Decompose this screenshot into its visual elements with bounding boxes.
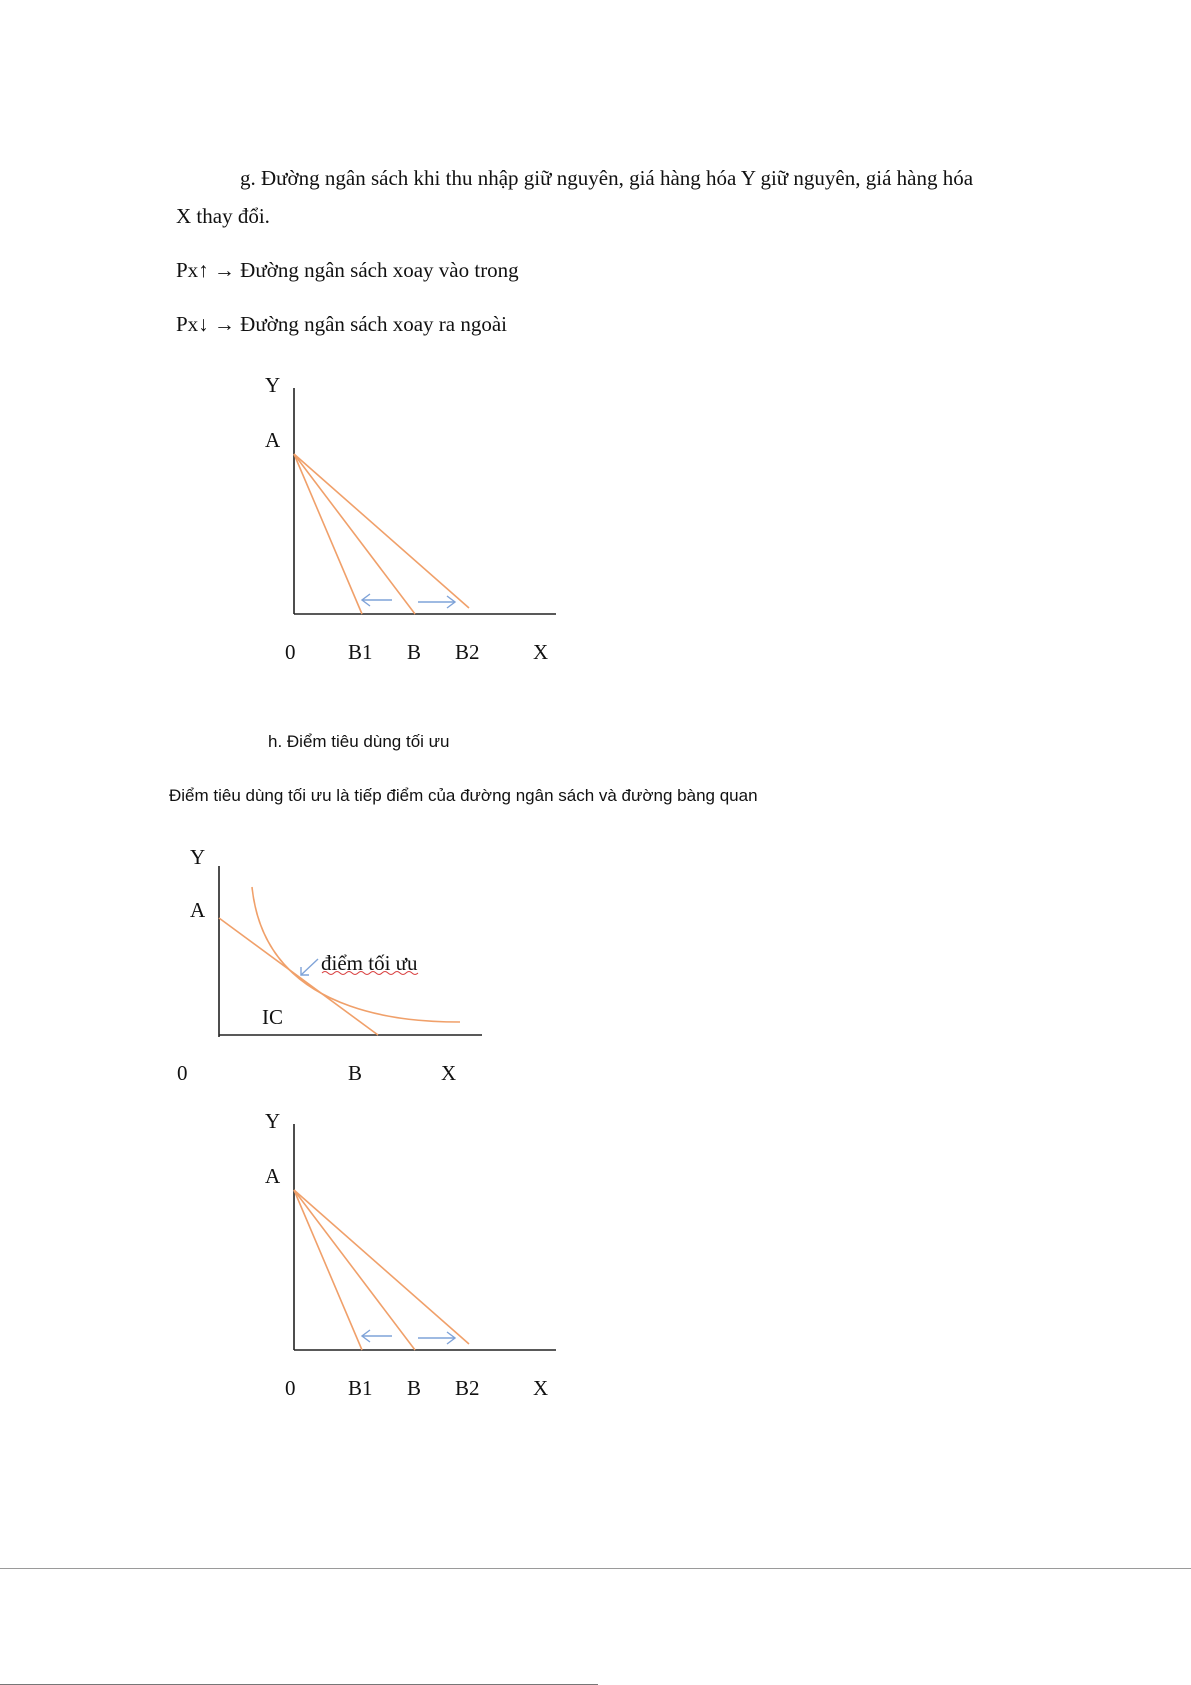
left-arrow-icon <box>362 1330 392 1342</box>
b-label: B <box>348 1061 363 1085</box>
b2-label: B2 <box>455 640 480 664</box>
point-a-label: A <box>265 1164 281 1188</box>
price-decrease-rule: Px↓ → Đường ngân sách xoay ra ngoài <box>176 312 508 336</box>
point-a-label: A <box>265 428 281 452</box>
origin-label: 0 <box>285 640 296 664</box>
origin-label: 0 <box>177 1061 188 1085</box>
ic-label: IC <box>262 1005 283 1029</box>
y-axis-label: Y <box>265 373 281 397</box>
x-axis-label: X <box>533 1376 549 1400</box>
right-arrow-icon <box>418 1332 455 1344</box>
x-axis-label: X <box>441 1061 457 1085</box>
origin-label: 0 <box>285 1376 296 1400</box>
price-increase-rule: Px↑ → Đường ngân sách xoay vào trong <box>176 258 519 282</box>
section-h-heading: h. Điểm tiêu dùng tối ưu <box>268 732 450 751</box>
footer-divider <box>0 1568 1191 1569</box>
b2-label: B2 <box>455 1376 480 1400</box>
section-h-description: Điểm tiêu dùng tối ưu là tiếp điểm của đường ngân sách và đường bàng quan <box>169 786 758 805</box>
x-axis-label: X <box>533 640 549 664</box>
b1-label: B1 <box>348 1376 373 1400</box>
y-axis-label: Y <box>265 1109 281 1133</box>
section-g-heading-line2: X thay đổi. <box>176 204 270 228</box>
budget-line-b1 <box>294 1190 362 1350</box>
budget-line-b <box>294 1190 415 1350</box>
budget-line-b2 <box>294 1190 469 1344</box>
section-g-heading-line1: g. Đường ngân sách khi thu nhập giữ nguyên, giá hàng hóa Y giữ nguyên, giá hàng hóa <box>240 166 974 190</box>
b1-label: B1 <box>348 640 373 664</box>
optimum-point-label: điểm tối ưu <box>321 951 418 975</box>
b-label: B <box>407 640 422 664</box>
b-label: B <box>407 1376 422 1400</box>
y-axis-label: Y <box>190 845 206 869</box>
point-a-label: A <box>190 898 206 922</box>
